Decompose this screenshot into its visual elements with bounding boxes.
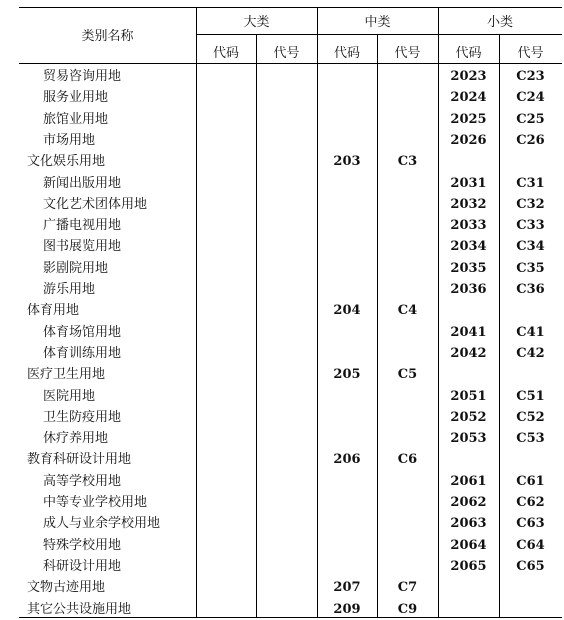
- category-name-cell: 影剧院用地: [43, 261, 109, 276]
- minor-symbol-cell: [499, 449, 562, 470]
- medium-symbol-cell: C6: [397, 452, 418, 467]
- medium-code-cell: [317, 513, 377, 534]
- minor-symbol-cell: C63: [516, 516, 545, 531]
- category-name-cell: 市场用地: [43, 133, 96, 148]
- header-minor-code: 代码: [455, 46, 482, 61]
- minor-code-cell: 2051: [450, 389, 487, 404]
- medium-code-cell: [317, 535, 377, 556]
- minor-symbol-cell: C23: [516, 69, 545, 84]
- col-divider: [256, 34, 257, 618]
- minor-symbol-cell: C52: [516, 410, 545, 425]
- minor-symbol-cell: C35: [516, 261, 545, 276]
- category-name-cell: 科研设计用地: [43, 559, 122, 574]
- medium-code-cell: 205: [333, 367, 361, 382]
- category-name-cell: 教育科研设计用地: [27, 452, 132, 467]
- minor-code-cell: 2032: [450, 197, 487, 212]
- minor-symbol-cell: C34: [516, 239, 545, 254]
- medium-code-cell: [317, 386, 377, 407]
- medium-code-cell: [317, 109, 377, 130]
- category-name-cell: 体育训练用地: [43, 346, 122, 361]
- col-divider: [196, 7, 197, 618]
- medium-code-cell: [317, 428, 377, 449]
- minor-code-cell: 2031: [450, 176, 487, 191]
- header-bottom-rule: [19, 63, 562, 64]
- medium-symbol-cell: [377, 236, 438, 257]
- medium-code-cell: [317, 215, 377, 236]
- minor-symbol-cell: C41: [516, 325, 545, 340]
- minor-code-cell: [438, 300, 499, 321]
- medium-code-cell: [317, 556, 377, 577]
- category-name-cell: 文化艺术团体用地: [43, 197, 148, 212]
- minor-code-cell: 2053: [450, 431, 487, 446]
- minor-symbol-cell: C25: [516, 112, 545, 127]
- medium-code-cell: [317, 407, 377, 428]
- minor-code-cell: 2026: [450, 133, 487, 148]
- medium-code-cell: [317, 66, 377, 87]
- medium-code-cell: 207: [333, 580, 361, 595]
- medium-code-cell: [317, 236, 377, 257]
- minor-code-cell: 2042: [450, 346, 487, 361]
- medium-symbol-cell: C9: [397, 602, 418, 617]
- medium-symbol-cell: [377, 279, 438, 300]
- medium-symbol-cell: [377, 173, 438, 194]
- minor-symbol-cell: C62: [516, 495, 545, 510]
- medium-code-cell: [317, 322, 377, 343]
- medium-symbol-cell: [377, 407, 438, 428]
- category-name-cell: 文物古迹用地: [27, 580, 106, 595]
- category-name-cell: 医疗卫生用地: [27, 367, 106, 382]
- minor-code-cell: 2036: [450, 282, 487, 297]
- medium-code-cell: [317, 258, 377, 279]
- category-name-cell: 高等学校用地: [43, 474, 122, 489]
- minor-symbol-cell: C32: [516, 197, 545, 212]
- minor-code-cell: 2052: [450, 410, 487, 425]
- category-name-cell: 游乐用地: [43, 282, 96, 297]
- minor-code-cell: [438, 364, 499, 385]
- minor-code-cell: 2034: [450, 239, 487, 254]
- minor-symbol-cell: [499, 300, 562, 321]
- category-name-cell: 成人与业余学校用地: [43, 516, 161, 531]
- minor-code-cell: [438, 449, 499, 470]
- medium-code-cell: [317, 471, 377, 492]
- header-minor: 小类: [486, 15, 513, 30]
- minor-code-cell: 2041: [450, 325, 487, 340]
- header-medium-code: 代码: [333, 46, 360, 61]
- medium-code-cell: 206: [333, 452, 361, 467]
- minor-code-cell: 2065: [450, 559, 487, 574]
- category-name-cell: 特殊学校用地: [43, 538, 122, 553]
- minor-symbol-cell: C51: [516, 389, 545, 404]
- minor-symbol-cell: [499, 577, 562, 598]
- header-medium: 中类: [364, 15, 391, 30]
- medium-symbol-cell: C4: [397, 303, 418, 318]
- minor-symbol-cell: [499, 364, 562, 385]
- minor-symbol-cell: C53: [516, 431, 545, 446]
- category-name-cell: 旅馆业用地: [43, 112, 109, 127]
- category-name-cell: 医院用地: [43, 389, 96, 404]
- minor-code-cell: [438, 599, 499, 620]
- minor-symbol-cell: C36: [516, 282, 545, 297]
- medium-code-cell: [317, 87, 377, 108]
- medium-code-cell: [317, 130, 377, 151]
- medium-symbol-cell: [377, 130, 438, 151]
- category-name-cell: 体育用地: [27, 303, 80, 318]
- medium-code-cell: 209: [333, 602, 361, 617]
- minor-code-cell: 2025: [450, 112, 487, 127]
- minor-code-cell: 2063: [450, 516, 487, 531]
- category-name-cell: 服务业用地: [43, 90, 109, 105]
- medium-symbol-cell: [377, 66, 438, 87]
- minor-code-cell: 2061: [450, 474, 487, 489]
- header-major: 大类: [243, 15, 270, 30]
- medium-code-cell: [317, 279, 377, 300]
- category-name-cell: 中等专业学校用地: [43, 495, 148, 510]
- medium-symbol-cell: [377, 215, 438, 236]
- header-category-name: 类别名称: [81, 29, 134, 44]
- medium-symbol-cell: [377, 513, 438, 534]
- minor-code-cell: 2035: [450, 261, 487, 276]
- minor-symbol-cell: C33: [516, 218, 545, 233]
- minor-symbol-cell: C24: [516, 90, 545, 105]
- medium-code-cell: [317, 343, 377, 364]
- category-name-cell: 体育场馆用地: [43, 325, 122, 340]
- minor-symbol-cell: C61: [516, 474, 545, 489]
- category-name-cell: 卫生防疫用地: [43, 410, 122, 425]
- medium-symbol-cell: [377, 386, 438, 407]
- medium-symbol-cell: C5: [397, 367, 418, 382]
- minor-symbol-cell: [499, 599, 562, 620]
- category-name-cell: 广播电视用地: [43, 218, 122, 233]
- medium-symbol-cell: C3: [397, 154, 418, 169]
- header-medium-symbol: 代号: [394, 46, 421, 61]
- top-rule: [19, 7, 562, 8]
- category-name-cell: 其它公共设施用地: [27, 602, 132, 617]
- header-mid-rule: [196, 34, 562, 35]
- medium-symbol-cell: C7: [397, 580, 418, 595]
- category-name-cell: 贸易咨询用地: [43, 69, 122, 84]
- minor-symbol-cell: C31: [516, 176, 545, 191]
- header-major-symbol: 代号: [273, 46, 300, 61]
- medium-code-cell: [317, 492, 377, 513]
- medium-symbol-cell: [377, 556, 438, 577]
- minor-code-cell: 2024: [450, 90, 487, 105]
- medium-code-cell: 203: [333, 154, 361, 169]
- medium-symbol-cell: [377, 194, 438, 215]
- minor-code-cell: [438, 577, 499, 598]
- minor-code-cell: 2033: [450, 218, 487, 233]
- medium-symbol-cell: [377, 87, 438, 108]
- medium-symbol-cell: [377, 492, 438, 513]
- category-name-cell: 图书展览用地: [43, 239, 122, 254]
- minor-code-cell: [438, 151, 499, 172]
- minor-code-cell: 2023: [450, 69, 487, 84]
- medium-symbol-cell: [377, 109, 438, 130]
- medium-symbol-cell: [377, 343, 438, 364]
- minor-symbol-cell: C64: [516, 538, 545, 553]
- header-major-code: 代码: [212, 46, 239, 61]
- header-minor-symbol: 代号: [517, 46, 544, 61]
- category-name-cell: 文化娱乐用地: [27, 154, 106, 169]
- medium-symbol-cell: [377, 428, 438, 449]
- minor-symbol-cell: C26: [516, 133, 545, 148]
- category-name-cell: 休疗养用地: [43, 431, 109, 446]
- minor-symbol-cell: C42: [516, 346, 545, 361]
- medium-symbol-cell: [377, 258, 438, 279]
- medium-symbol-cell: [377, 535, 438, 556]
- minor-code-cell: 2062: [450, 495, 487, 510]
- medium-symbol-cell: [377, 471, 438, 492]
- medium-symbol-cell: [377, 322, 438, 343]
- land-use-classification-table: [19, 0, 562, 619]
- minor-symbol-cell: [499, 151, 562, 172]
- medium-code-cell: 204: [333, 303, 361, 318]
- category-name-cell: 新闻出版用地: [43, 176, 122, 191]
- minor-symbol-cell: C65: [516, 559, 545, 574]
- minor-code-cell: 2064: [450, 538, 487, 553]
- medium-code-cell: [317, 194, 377, 215]
- medium-code-cell: [317, 173, 377, 194]
